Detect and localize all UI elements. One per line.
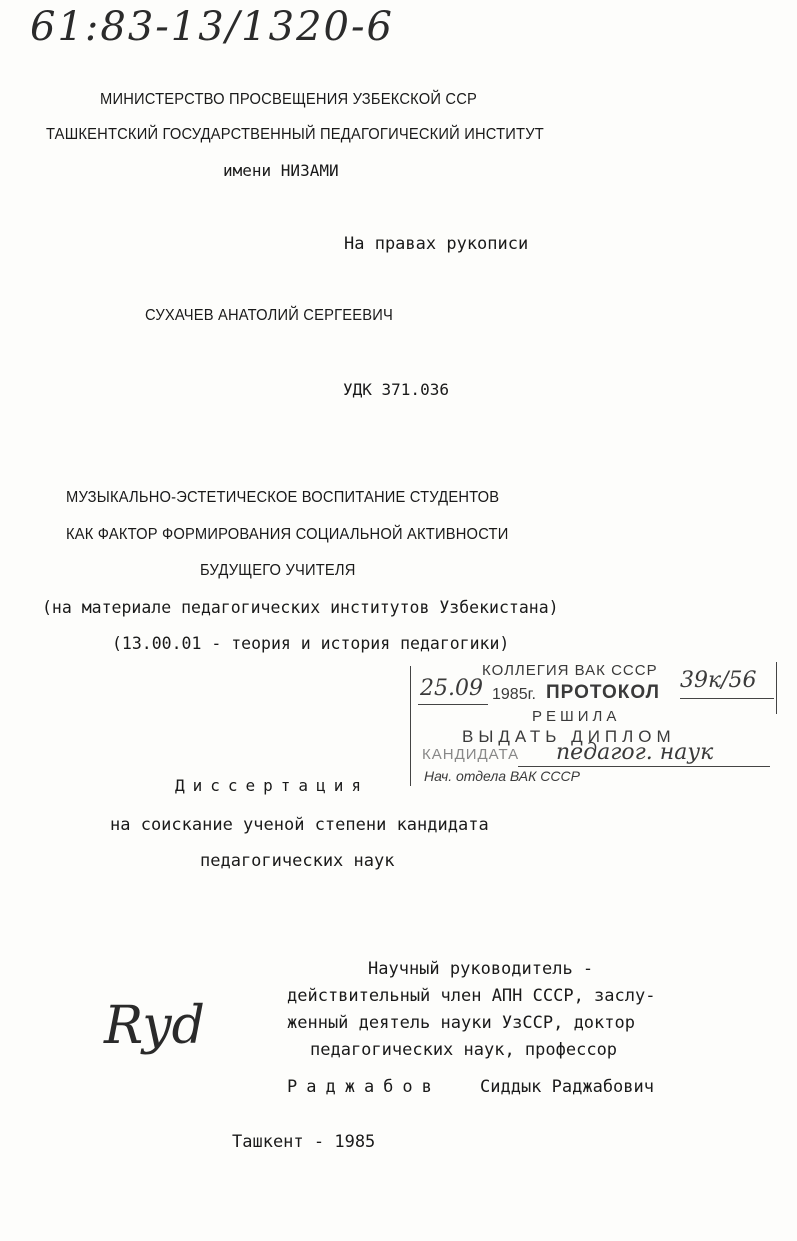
supervisor-title: Научный руководитель - <box>368 959 594 979</box>
archive-handwritten-mark: 61:83-13/1320-6 <box>30 4 394 50</box>
stamp-department: Нач. отдела ВАК СССР <box>424 768 580 784</box>
specialty-code: (13.00.01 - теория и история педагогики) <box>112 634 510 653</box>
institute-name: ТАШКЕНТСКИЙ ГОСУДАРСТВЕННЫЙ ПЕДАГОГИЧЕСКИЙ ИНСТИТУТ <box>46 126 544 143</box>
ministry-name: МИНИСТЕРСТВО ПРОСВЕЩЕНИЯ УЗБЕКСКОЙ ССР <box>100 91 478 108</box>
institute-named-after: имени НИЗАМИ <box>223 161 339 180</box>
dissertation-label: Диссертация <box>175 776 369 795</box>
supervisor-name: Сиддык Раджабович <box>480 1077 654 1097</box>
thesis-title-line-2: КАК ФАКТОР ФОРМИРОВАНИЯ СОЦИАЛЬНОЙ АКТИВНОСТИ <box>66 526 509 543</box>
supervisor-degree: педагогических наук, профессор <box>310 1040 618 1060</box>
handwritten-signature: Ryd <box>104 996 205 1056</box>
stamp-date: 25.09 <box>420 676 483 701</box>
stamp-protocol-number: 39к/56 <box>680 668 757 693</box>
supervisor-rank: действительный член АПН СССР, заслу- <box>287 986 656 1006</box>
stamp-protocol-label: ПРОТОКОЛ <box>546 682 661 703</box>
degree-purpose-line-1: на соискание ученой степени кандидата <box>110 815 489 835</box>
thesis-subtitle: (на материале педагогических институтов Узбекистана) <box>42 598 559 617</box>
stamp-candidate: КАНДИДАТА <box>422 746 520 763</box>
degree-purpose-line-2: педагогических наук <box>200 851 395 871</box>
supervisor-honor: женный деятель науки УзССР, доктор <box>287 1013 635 1033</box>
udc-code: УДК 371.036 <box>343 380 449 399</box>
supervisor-surname: Раджабов <box>287 1077 441 1097</box>
vak-approval-stamp <box>410 662 788 790</box>
stamp-science-field: педагог. наук <box>556 740 714 765</box>
author-name: СУХАЧЕВ АНАТОЛИЙ СЕРГЕЕВИЧ <box>145 307 394 324</box>
thesis-title-line-1: МУЗЫКАЛЬНО-ЭСТЕТИЧЕСКОЕ ВОСПИТАНИЕ СТУДЕНТОВ <box>66 489 500 506</box>
thesis-title-line-3: БУДУЩЕГО УЧИТЕЛЯ <box>200 562 356 579</box>
stamp-decided: РЕШИЛА <box>532 708 621 725</box>
stamp-year: 1985г. <box>492 686 536 703</box>
place-and-year: Ташкент - 1985 <box>232 1132 376 1152</box>
rights-note: На правах рукописи <box>344 234 529 254</box>
stamp-issue-diploma: ВЫДАТЬ ДИПЛОМ <box>462 727 676 746</box>
stamp-board-name: КОЛЛЕГИЯ ВАК СССР <box>482 662 658 679</box>
